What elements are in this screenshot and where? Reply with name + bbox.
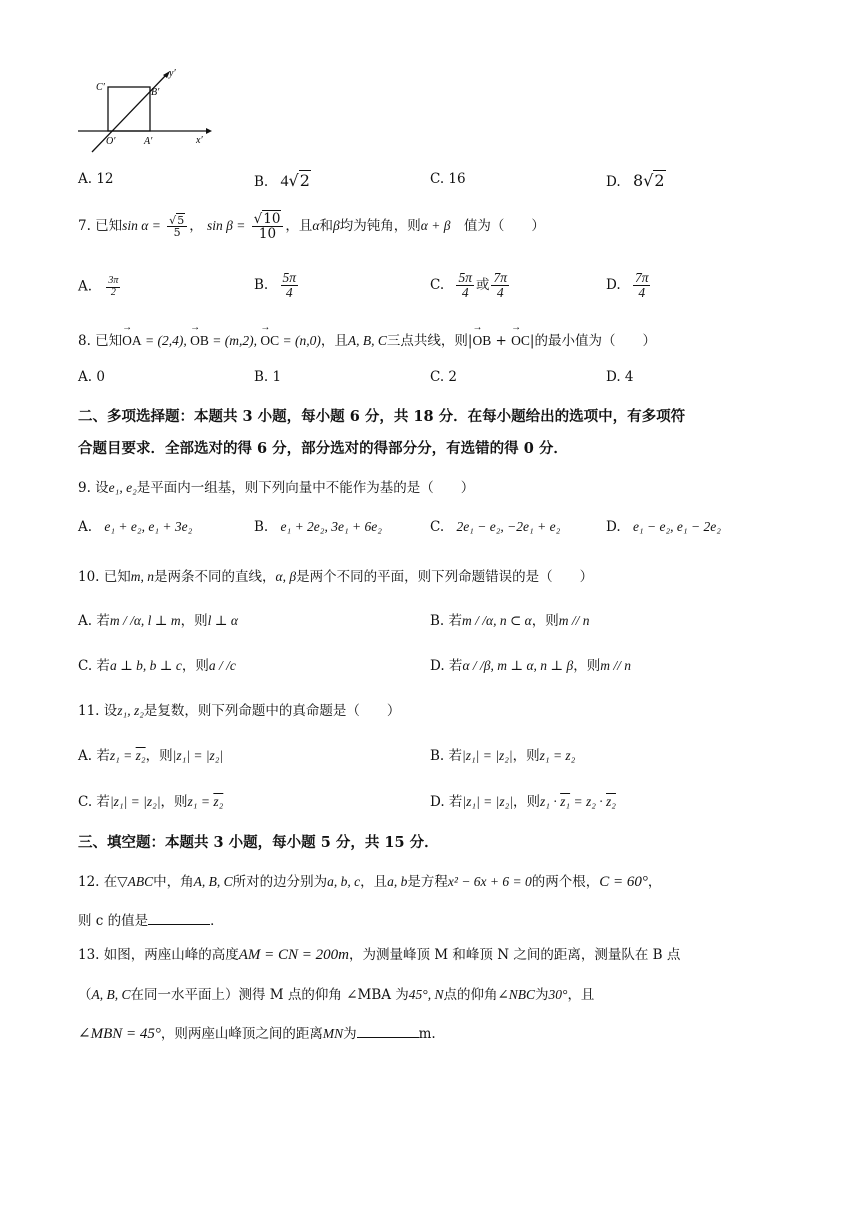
q7-option-c[interactable]: C. $\frac{5\pi}{4}$ 或 $\frac{7\pi}{4}$ (430, 270, 507, 301)
label-x: x′ (196, 135, 203, 146)
q11-option-b[interactable]: B. 若|z₁| = |z₂|，则z₁ = z₂ (430, 748, 576, 764)
q7-option-b[interactable]: B. $\frac{5\pi}{4}$ (254, 270, 297, 301)
q10-stem: 10. 已知m, n是两条不同的直线，α, β是两个不同的平面，则下列命题错误的是（ ） (78, 569, 594, 585)
q9-option-b[interactable]: B. e₁ + 2e₂, 3e₁ + 6e₂ (254, 519, 382, 535)
section2-heading-line2: 合题目要求．全部选对的得 6 分，部分选对的得部分分，有选错的得 0 分． (78, 440, 568, 457)
label-y: y′ (169, 68, 176, 79)
fraction-sqrt5-5: $\frac{√5}{5}$ (167, 215, 187, 239)
q6-option-a[interactable]: A. 12 (78, 171, 114, 187)
section3-heading: 三、填空题：本题共 3 小题，每小题 5 分，共 15 分． (78, 834, 439, 851)
q13-line3: ∠MBN = 45°，则两座山峰顶之间的距离MN为 m. (78, 1026, 436, 1042)
q11-stem: 11. 设z₁, z₂是复数，则下列命题中的真命题是（ ） (78, 703, 401, 719)
q6-option-c[interactable]: C. 16 (430, 171, 466, 187)
q9-option-c[interactable]: C. 2e₁ − e₂, −2e₁ + e₂ (430, 519, 561, 535)
label-a: A′ (144, 136, 153, 147)
q8-option-d[interactable]: D. 4 (606, 369, 634, 385)
q7-option-a[interactable]: A. $\frac{3\pi}{2}$ (78, 275, 119, 298)
q10-option-c[interactable]: C. 若a ⊥ b, b ⊥ c，则a / /c (78, 658, 236, 674)
q12-stem: 12. 在▽ABC中，角A, B, C所对的边分别为a, b, c，且a, b是方程x² − 6x + 6 = 0的两个根，C = 60°， (78, 874, 662, 890)
q9-option-a[interactable]: A. e₁ + e₂, e₁ + 3e₂ (78, 519, 193, 535)
x-axis-arrow (206, 128, 212, 134)
q10-option-b[interactable]: B. 若m / /α, n ⊂ α，则m // n (430, 613, 590, 629)
fraction-sqrt10-10: $\frac{√10}{10}$ (252, 212, 284, 241)
label-o: O′ (106, 136, 116, 147)
q12-answer-line: 则 c 的值是 ． (78, 913, 224, 929)
answer-blank[interactable] (148, 914, 210, 925)
q11-option-c[interactable]: C. 若|z₁| = |z₂|，则z₁ = z₂ (78, 794, 224, 810)
square-shape (108, 87, 150, 131)
q7-stem: 7. 已知sin α = $\frac{√5}{5}$ ， sin β = $\frac{√10}{10}$ ，且α和β均为钝角，则α + β 值为（ ） (78, 211, 545, 243)
q8-option-b[interactable]: B. 1 (254, 369, 282, 385)
q10-option-d[interactable]: D. 若α / /β, m ⊥ α, n ⊥ β，则m // n (430, 658, 631, 674)
q9-stem: 9. 设e₁, e₂是平面内一组基，则下列向量中不能作为基的是（ ） (78, 480, 475, 496)
q6-option-b[interactable]: B. 4√2 (254, 171, 310, 190)
coordinate-figure (74, 64, 214, 156)
q8-stem: 8. 已知→ OA = (2,4), → OB = (m,2), → OC = (n,0)，且A, B, C三点共线，则|→ OB + → OC|的最小值为（ ） (78, 329, 656, 349)
section2-heading-line1: 二、多项选择题：本题共 3 小题，每小题 6 分，共 18 分．在每小题给出的选项中，有多项符 (78, 408, 686, 425)
q10-option-a[interactable]: A. 若m / /α, l ⊥ m，则l ⊥ α (78, 613, 238, 629)
q6-option-d[interactable]: D. 8√2 (606, 171, 665, 190)
q8-option-a[interactable]: A. 0 (78, 369, 105, 385)
q13-line1: 13. 如图，两座山峰的高度AM = CN = 200m，为测量峰顶 M 和峰顶 N 之间的距离，测量队在 B 点 (78, 947, 681, 963)
label-b: B′ (151, 87, 160, 98)
q11-option-a[interactable]: A. 若z₁ = z₂，则|z₁| = |z₂| (78, 748, 224, 764)
q13-line2: （A, B, C在同一水平面上）测得 M 点的仰角 ∠MBA 为45°, N点的仰角∠NBC为30°，且 (78, 987, 595, 1003)
label-c: C′ (96, 82, 105, 93)
q7-option-d[interactable]: D. $\frac{7\pi}{4}$ (606, 270, 649, 301)
q11-option-d[interactable]: D. 若|z₁| = |z₂|，则z₁ · z₁ = z₂ · z₂ (430, 794, 616, 810)
q9-option-d[interactable]: D. e₁ − e₂, e₁ − 2e₂ (606, 519, 721, 535)
answer-blank[interactable] (357, 1027, 419, 1038)
q8-option-c[interactable]: C. 2 (430, 369, 458, 385)
